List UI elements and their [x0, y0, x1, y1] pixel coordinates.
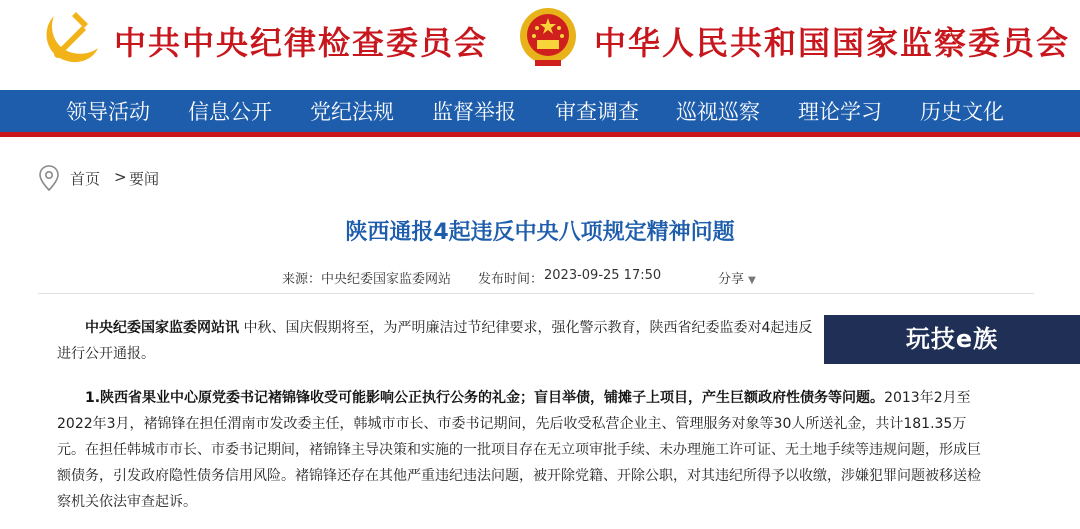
- site-name-nsc: 中华人民共和国国家监察委员会: [594, 24, 1071, 62]
- party-emblem-icon: [40, 6, 102, 68]
- time-label: 发布时间：: [478, 272, 544, 287]
- nav-item-info[interactable]: 信息公开: [188, 100, 272, 124]
- intro-line-2: 进行公开通报。: [57, 346, 155, 362]
- breadcrumb-separator: >: [114, 168, 127, 186]
- breadcrumb-home-link[interactable]: 首页: [70, 170, 101, 188]
- nav-item-history[interactable]: 历史文化: [920, 100, 1004, 124]
- site-header: [0, 0, 1080, 90]
- nav-item-inspection[interactable]: 巡视巡察: [676, 100, 760, 124]
- breadcrumb-current[interactable]: 要闻: [129, 170, 160, 188]
- nav-item-leadership[interactable]: 领导活动: [66, 100, 150, 124]
- case-1-line-5: 察机关依法审查起诉。: [57, 494, 197, 510]
- location-pin-icon: [38, 164, 60, 196]
- nav-item-regulations[interactable]: 党纪法规: [310, 100, 394, 124]
- case-1-line-2: 2022年3月，褚锦锋在担任渭南市发改委主任，韩城市市长、市委书记期间，先后收受私营企业主、管理服务对象等30人所送礼金，共计181.35万: [57, 416, 967, 432]
- caret-down-icon: ▼: [748, 275, 756, 286]
- case-1-heading: 1.陕西省果业中心原党委书记褚锦锋收受可能影响公正执行公务的礼金；盲目举债，铺摊子上项目，产生巨额政府性债务等问题。: [85, 390, 885, 406]
- publish-time: 2023-09-25 17:50: [544, 268, 662, 283]
- nav-item-report[interactable]: 监督举报: [432, 100, 516, 124]
- divider: [38, 293, 1034, 294]
- nav-item-investigation[interactable]: 审查调查: [555, 100, 639, 124]
- source-value: 中央纪委国家监委网站: [321, 272, 452, 287]
- case-1-line-4: 额债务，引发政府隐性债务信用风险。褚锦锋还存在其他严重违纪违法问题，被开除党籍、开除公职，对其违纪所得予以收缴，涉嫌犯罪问题被移送检: [57, 468, 981, 484]
- article-title: 陕西通报4起违反中央八项规定精神问题: [345, 220, 735, 245]
- case-1-line-1: 1.陕西省果业中心原党委书记褚锦锋收受可能影响公正执行公务的礼金；盲目举债，铺摊子上项目，产生巨额政府性债务等问题。2013年2月至: [85, 390, 971, 406]
- share-label: 分享: [718, 272, 745, 287]
- main-nav: [0, 90, 1080, 137]
- site-name-ccdi: 中共中央纪律检查委员会: [114, 24, 489, 62]
- share-button[interactable]: [718, 268, 756, 287]
- nav-item-theory[interactable]: 理论学习: [798, 100, 882, 124]
- intro-lead: 中央纪委国家监委网站讯: [85, 320, 239, 336]
- case-1: [57, 385, 1023, 515]
- case-1-line-3: 元。在担任韩城市市长、市委书记期间，褚锦锋主导决策和实施的一批项目存在无立项审批手续、未办理施工许可证、无土地手续等违规问题，形成巨: [57, 442, 981, 458]
- intro-line-1: 中央纪委国家监委网站讯 中秋、国庆假期将至，为严明廉洁过节纪律要求，强化警示教育，陕西省纪委监委对4起违反: [85, 320, 813, 336]
- source-label: 来源：: [282, 272, 322, 287]
- watermark-logo: 玩技e族: [824, 315, 1080, 364]
- national-emblem-icon: [517, 6, 579, 70]
